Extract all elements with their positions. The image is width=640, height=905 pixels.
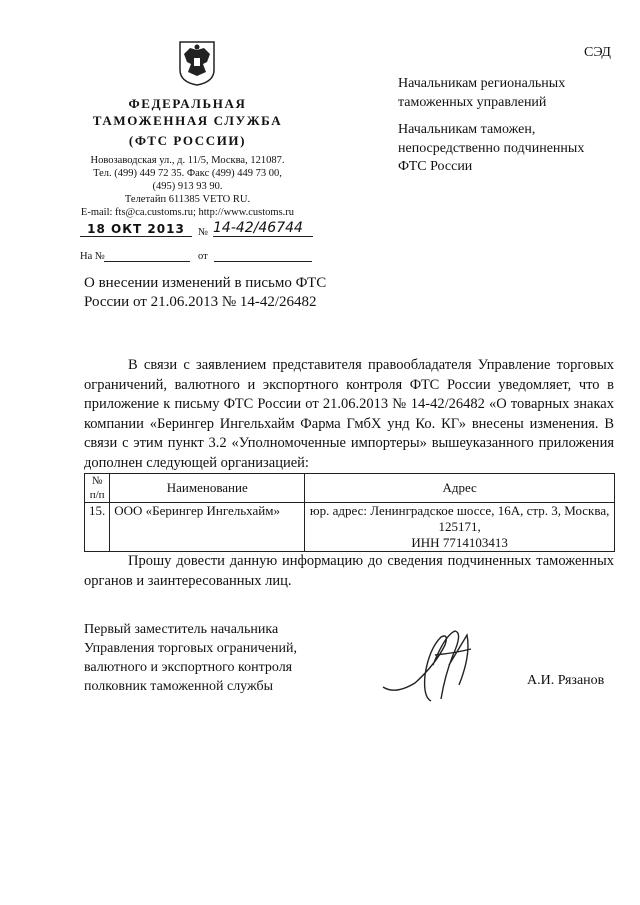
- signatory-line2: Управления торговых ограничений,: [84, 641, 297, 656]
- subject-line2: России от 21.06.2013 № 14-42/26482: [84, 294, 317, 310]
- row-address: [305, 503, 615, 552]
- signatory-line1: Первый заместитель начальника: [84, 622, 279, 637]
- subject-line1: О внесении изменений в письмо ФТС: [84, 275, 327, 291]
- signatory-line4: полковник таможенной службы: [84, 679, 274, 694]
- org-line1: ФЕДЕРАЛЬНАЯ: [128, 96, 247, 111]
- org-phone2: (495) 913 93 90.: [152, 181, 223, 192]
- address-line2: 125171,: [438, 519, 481, 534]
- from-line: [214, 261, 312, 262]
- from-label: от: [198, 251, 208, 262]
- addressee-2: [398, 121, 584, 177]
- org-name: [70, 95, 305, 149]
- coat-of-arms-icon: [178, 40, 216, 86]
- org-line2: ТАМОЖЕННАЯ СЛУЖБА: [92, 113, 283, 128]
- handwritten-signature: [375, 625, 485, 710]
- col-name-header: Наименование: [110, 474, 305, 503]
- sed-mark: СЭД: [584, 45, 611, 60]
- signatory-name: А.И. Рязанов: [527, 673, 605, 688]
- subject: [84, 274, 326, 312]
- org-short: (ФТС РОССИИ): [128, 133, 247, 148]
- org-teletype: Телетайп 611385 VETO RU.: [124, 194, 251, 205]
- org-email: E-mail: fts@ca.customs.ru; http://www.customs.ru: [80, 207, 295, 218]
- letter-body: [84, 356, 614, 591]
- addressee-2-line1: Начальникам таможен,: [398, 122, 536, 137]
- signatory-title: [84, 620, 297, 696]
- addressee-1-line2: таможенных управлений: [398, 94, 547, 110]
- addressee-1: [398, 75, 565, 112]
- org-phone: Тел. (499) 449 72 35. Факс (499) 449 73 00,: [93, 168, 282, 179]
- row-num: 15.: [85, 503, 110, 552]
- row-name: ООО «Берингер Ингельхайм»: [110, 503, 305, 552]
- signatory-line3: валютного и экспортного контроля: [84, 660, 293, 675]
- address-inn: ИНН 7714103413: [411, 535, 508, 550]
- col-num-1: №: [91, 475, 103, 487]
- letter-date: 18 ОКТ 2013: [80, 222, 192, 237]
- body-paragraph-2: Прошу довести данную информацию до сведения подчиненных таможенных органов и заинтересованных лиц.: [84, 553, 614, 589]
- addressee-2-line2: непосредственно подчиненных: [398, 140, 585, 156]
- col-num-header: [85, 474, 110, 503]
- org-contacts: [70, 154, 305, 219]
- col-address-header: Адрес: [305, 474, 615, 503]
- addressee-2-line3: ФТС России: [398, 159, 473, 174]
- reply-line: [104, 261, 190, 262]
- org-address: Новозаводская ул., д. 11/5, Москва, 121087.: [90, 155, 285, 166]
- address-line1: юр. адрес: Ленинградское шоссе, 16А, стр. 3, Москва,: [309, 503, 610, 518]
- reply-label: На №: [80, 251, 105, 262]
- importers-table: [84, 473, 615, 552]
- addressee-1-line1: Начальникам региональных: [398, 76, 566, 91]
- body-paragraph-1: В связи с заявлением представителя правообладателя Управление торговых ограничений, валютного и экспортного контроля ФТС России уведомляет, что в приложение к письму ФТС России от 21.06.2013 № 14-42/26482 «О товарных знаках компании «Берингер Ингельхайм Фарма ГмбХ унд Ко. КГ» внесены изменения. В связи с этим пункт 3.2 «Уполномоченные импортеры» вышеуказанного приложения дополнен следующей организацией:: [84, 357, 614, 471]
- table-row: [85, 503, 615, 552]
- col-num-2: п/п: [89, 489, 105, 501]
- number-label: №: [198, 227, 209, 238]
- letter-number: 14-42/46744: [213, 220, 313, 237]
- table-header-row: [85, 474, 615, 503]
